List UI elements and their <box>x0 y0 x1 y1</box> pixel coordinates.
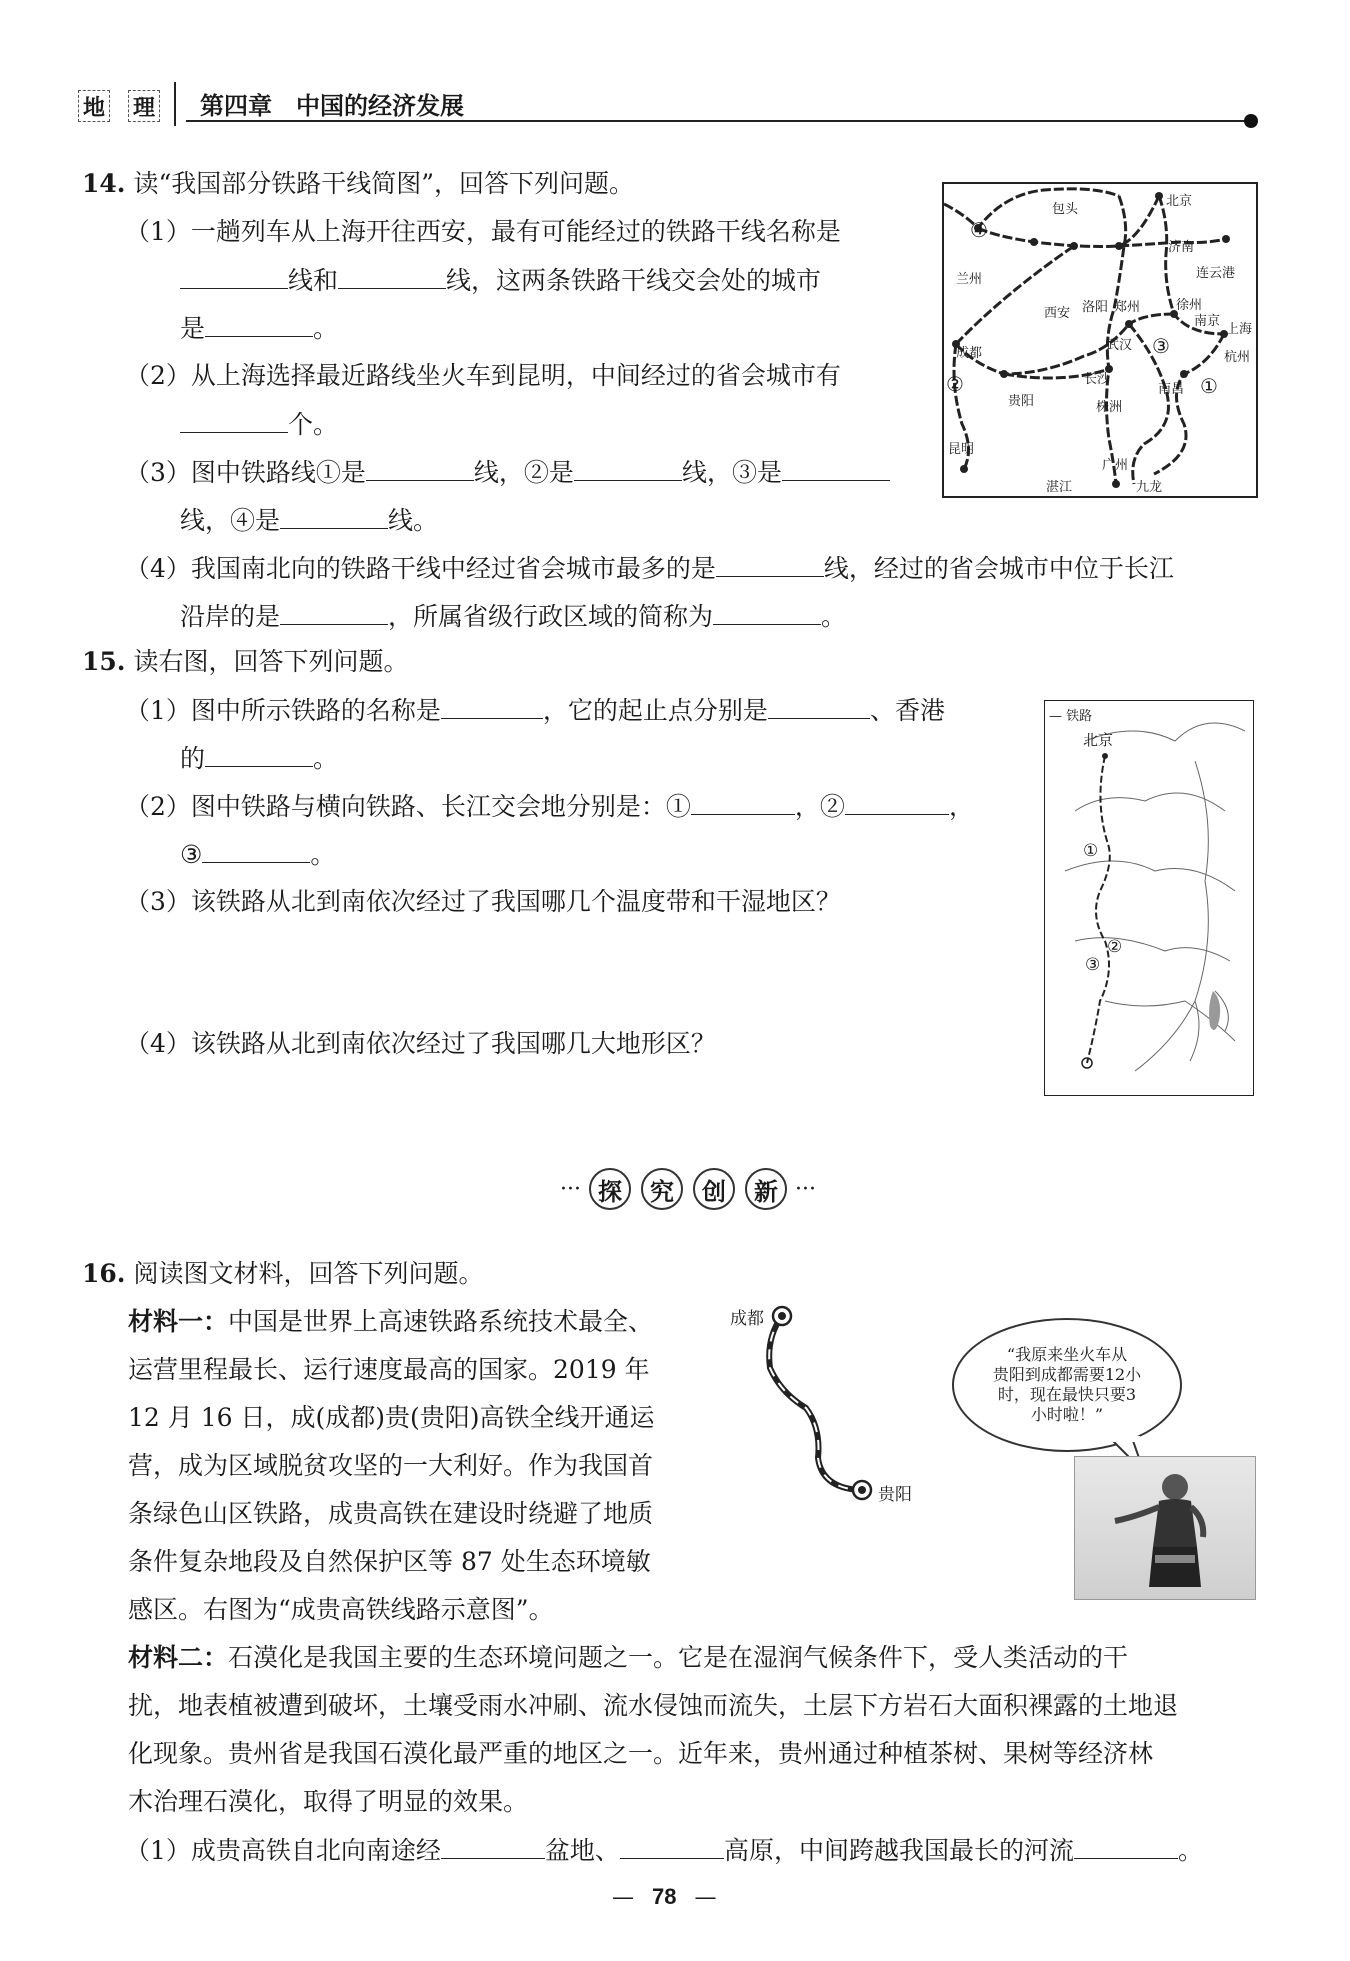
footer-dash: — <box>612 1884 634 1910</box>
q16-material-1-line: 条件复杂地段及自然保护区等 87 处生态环境敏 <box>128 1547 651 1576</box>
q14-p4-line2: 沿岸的是 ，所属省级行政区域的简称为 。 <box>180 602 847 631</box>
q16-material-2-line: 木治理石漠化，取得了明显的效果。 <box>128 1787 529 1816</box>
q16-material-1-line: 感区。右图为“成贵高铁线路示意图”。 <box>128 1595 554 1624</box>
map-label-guiyang: 贵阳 <box>1008 394 1035 409</box>
map-line-3-marker: ③ <box>1152 334 1170 358</box>
bubble-line: 小时啦！” <box>1030 1405 1104 1424</box>
q14-p2-line2: 个。 <box>180 408 338 441</box>
answer-blank[interactable] <box>716 552 824 577</box>
map-label-guangzhou: 广州 <box>1102 458 1129 473</box>
map-label-kunming: 昆明 <box>948 442 975 457</box>
q16-material-2-line1: 材料二：石漠化是我国主要的生态环境问题之一。它是在湿润气候条件下，受人类活动的干 <box>128 1643 1129 1672</box>
map-label-lanzhou: 兰州 <box>956 272 983 287</box>
answer-blank[interactable] <box>441 1834 545 1859</box>
answer-blank[interactable] <box>845 790 949 815</box>
answer-blank[interactable] <box>768 694 870 719</box>
q15-p4: （4）该铁路从北到南依次经过了我国哪几大地形区？ <box>125 1029 716 1058</box>
map-label-baotou: 包头 <box>1052 202 1079 217</box>
q14-p1-line3: 是 。 <box>180 314 339 343</box>
answer-blank[interactable] <box>691 790 795 815</box>
map-line-2-marker: ② <box>946 372 964 396</box>
answer-blank[interactable] <box>202 838 310 863</box>
map-label-xuzhou: 徐州 <box>1176 298 1203 313</box>
q16-material-1-line: 条绿色山区铁路，成贵高铁在建设时绕避了地质 <box>128 1499 654 1528</box>
answer-blank[interactable] <box>366 456 474 481</box>
section-dots-right: ··· <box>794 1176 816 1202</box>
subject-char-1: 地 <box>78 90 110 122</box>
answer-blank[interactable] <box>782 456 890 481</box>
q15-p2-line2: ③ 。 <box>180 840 336 869</box>
q16-p1: （1）成贵高铁自北向南途经 盆地、 高原，中间跨越我国最长的河流 。 <box>125 1836 1203 1865</box>
section-char: 究 <box>641 1168 683 1210</box>
q16-material-1-line: 12 月 16 日，成(成都)贵(贵阳)高铁全线开通运 <box>128 1403 655 1432</box>
person-illustration <box>1075 1457 1255 1599</box>
q16-material-2-line: 扰，地表植被遭到破坏，土壤受雨水冲刷、流水侵蚀而流失，土层下方岩石大面积裸露的土地退 <box>128 1691 1179 1720</box>
header-rule-dot <box>1244 114 1258 128</box>
q14-p4-line1: （4）我国南北向的铁路干线中经过省会城市最多的是 线，经过的省会城市中位于长江 <box>125 554 1174 583</box>
answer-blank[interactable] <box>280 504 388 529</box>
q16-stem: 16. 阅读图文材料，回答下列问题。 <box>82 1259 484 1288</box>
map-line-1-marker: ① <box>1200 374 1218 398</box>
railway-map <box>942 182 1258 498</box>
page-number: 78 <box>652 1884 677 1909</box>
map-label-zhengzhou: 郑州 <box>1114 300 1141 315</box>
q15-p3: （3）该铁路从北到南依次经过了我国哪几个温度带和干湿地区？ <box>125 887 841 916</box>
q15-p1-line1: （1）图中所示铁路的名称是 ，它的起止点分别是 、香港 <box>125 696 945 725</box>
answer-blank[interactable] <box>280 600 388 625</box>
map-label-nanchang: 南昌 <box>1158 382 1185 397</box>
bubble-line: “我原来坐火车从 <box>1006 1345 1128 1364</box>
map-label-changsha: 长沙 <box>1084 372 1111 387</box>
section-char: 新 <box>745 1168 787 1210</box>
map-label-beijing: 北京 <box>1166 194 1193 209</box>
route-line <box>726 1298 946 1508</box>
header-divider <box>174 82 176 126</box>
map-label-wuhan: 武汉 <box>1106 338 1133 353</box>
answer-blank[interactable] <box>1074 1834 1178 1859</box>
map-label-xian: 西安 <box>1044 306 1071 321</box>
map-label-jinan: 济南 <box>1168 240 1195 255</box>
answer-blank[interactable] <box>441 694 543 719</box>
q15-p1-line2: 的 。 <box>180 744 339 773</box>
section-heading <box>560 1168 816 1210</box>
bubble-line: 时，现在最快只要3 <box>997 1385 1137 1404</box>
answer-blank[interactable] <box>180 408 288 433</box>
q16-material-1-line: 运营里程最长、运行速度最高的国家。2019 年 <box>128 1355 650 1384</box>
q14-p1-line1: （1）一趟列车从上海开往西安，最有可能经过的铁路干线名称是 <box>125 217 841 246</box>
q14-p3-line1: （3）图中铁路线①是 线，②是 线，③是 <box>125 456 890 489</box>
q15-stem: 15. 读右图，回答下列问题。 <box>82 647 409 676</box>
answer-blank[interactable] <box>205 742 313 767</box>
map-label-zhuzhou: 株洲 <box>1096 400 1123 415</box>
answer-blank[interactable] <box>205 312 313 337</box>
bubble-line: 贵阳到成都需要12小 <box>992 1365 1142 1384</box>
map-line-4-marker: ④ <box>970 218 988 242</box>
map-label-hangzhou: 杭州 <box>1224 350 1251 365</box>
answer-blank[interactable] <box>620 1834 724 1859</box>
q14-p3-line2: 线，④是 线。 <box>180 506 439 535</box>
answer-blank[interactable] <box>180 264 288 289</box>
map-label-chengdu: 成都 <box>956 346 983 361</box>
q14-stem: 14. 读“我国部分铁路干线简图”，回答下列问题。 <box>82 169 635 198</box>
photo-woman-in-costume <box>1074 1456 1256 1600</box>
q16-material-1-line1: 材料一：中国是世界上高速铁路系统技术最全、 <box>128 1307 654 1336</box>
map-beijing-label: 北京 <box>1083 731 1114 749</box>
q16-material-2-line: 化现象。贵州省是我国石漠化最严重的地区之一。近年来，贵州通过种植茶树、果树等经济林 <box>128 1739 1154 1768</box>
header-rule <box>186 120 1250 122</box>
route-start-label: 成都 <box>730 1309 764 1329</box>
chapter-title: 第四章 中国的经济发展 <box>200 91 464 120</box>
map-junction-2: ② <box>1107 937 1123 957</box>
map-junction-1: ① <box>1083 841 1099 861</box>
map-label-lianyungang: 连云港 <box>1196 266 1236 281</box>
section-dots-left: ··· <box>560 1176 581 1202</box>
speech-bubble <box>952 1318 1182 1452</box>
chenggui-route-diagram <box>726 1298 946 1508</box>
q14-p1-line2: 线和 线，这两条铁路干线交会处的城市 <box>180 264 821 297</box>
jingjiu-railway-map <box>1044 700 1254 1096</box>
section-char: 探 <box>589 1168 631 1210</box>
jingjiu-map-drawing <box>1045 701 1253 1095</box>
map-label-shanghai: 上海 <box>1226 322 1253 337</box>
q14-p2-line1: （2）从上海选择最近路线坐火车到昆明，中间经过的省会城市有 <box>125 361 841 390</box>
map-label-jiulong: 九龙 <box>1136 480 1163 495</box>
answer-blank[interactable] <box>574 456 682 481</box>
route-end-label: 贵阳 <box>878 1485 912 1505</box>
answer-blank[interactable] <box>338 264 446 289</box>
map-label-zhanjiang: 湛江 <box>1046 480 1073 495</box>
map-legend: — 铁路 <box>1049 709 1093 724</box>
map-label-luoyang: 洛阳 <box>1082 300 1109 315</box>
footer-dash: — <box>694 1884 717 1910</box>
map-label-nanjing: 南京 <box>1194 314 1221 329</box>
section-char: 创 <box>693 1168 735 1210</box>
answer-blank[interactable] <box>713 600 821 625</box>
railway-lines <box>944 184 1256 496</box>
q15-p2-line1: （2）图中铁路与横向铁路、长江交会地分别是：① ，② ， <box>125 792 974 821</box>
page-footer <box>612 1884 716 1910</box>
q16-material-1-line: 营，成为区域脱贫攻坚的一大利好。作为我国首 <box>128 1451 654 1480</box>
subject-char-2: 理 <box>128 90 160 122</box>
map-junction-3: ③ <box>1085 955 1101 975</box>
